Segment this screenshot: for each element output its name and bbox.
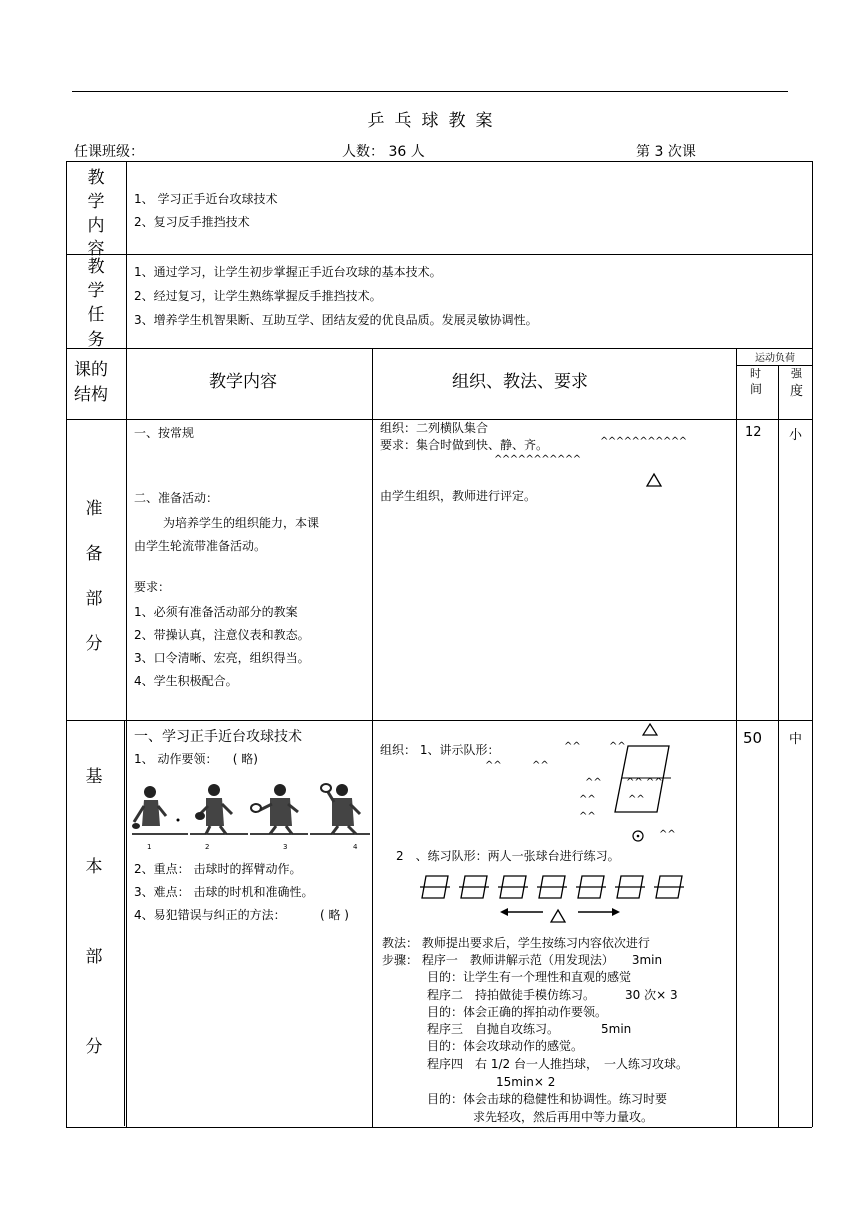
basic-heading: 一、学习正手近台攻球技术 xyxy=(134,729,302,745)
formation-mark: ^^ xyxy=(609,741,626,752)
key-point-line: 3、难点： 击球的时机和准确性。 xyxy=(134,885,314,899)
practice-tables-diagram xyxy=(418,872,693,928)
basic-label-char: 基 xyxy=(85,767,103,787)
prep-content-line: 由学生轮流带准备活动。 xyxy=(134,539,267,553)
formation-mark: ^^ xyxy=(579,811,596,822)
task-label-char: 教 xyxy=(87,257,105,277)
formation-row-2: ^^^^^^^^^^^ xyxy=(494,454,581,465)
lesson-number xyxy=(636,141,696,161)
intensity-header-char: 强 xyxy=(791,367,802,380)
prep-content-line: 2、带操认真，注意仪表和教态。 xyxy=(134,628,310,642)
method-line: 步骤： 程序一 教师讲解示范（用发现法） 3min xyxy=(382,953,663,967)
method-line: 目的：体会击球的稳健性和协调性。练习时要 xyxy=(427,1092,668,1106)
prep-time: 12 xyxy=(745,425,762,440)
row-divider-3 xyxy=(66,419,812,420)
top-rule xyxy=(72,91,788,92)
key-point-line xyxy=(134,908,349,922)
formation-mark: ^^ ^^ xyxy=(626,777,663,788)
load-col-divider xyxy=(778,365,779,1127)
basic-time: 50 xyxy=(743,729,763,747)
prep-content-line: 为培养学生的组织能力，本课 xyxy=(163,516,320,530)
prep-label-char: 备 xyxy=(85,544,103,564)
label-col-divider xyxy=(126,161,127,1127)
key-point-line: 2、重点： 击球时的挥臂动作。 xyxy=(134,862,302,876)
figure-caption: 4 xyxy=(353,843,358,851)
task-label-char: 任 xyxy=(87,305,105,325)
method-line: 程序四 右 1/2 台一人推挡球， 一人练习攻球。 xyxy=(427,1057,688,1071)
method-line: 15min× 2 xyxy=(496,1075,556,1089)
org-col-divider xyxy=(736,348,737,1127)
content-label-char: 教 xyxy=(87,168,105,188)
task-label-char: 学 xyxy=(87,281,105,301)
task-item-2: 2、经过复习，让学生熟练掌握反手推挡技术。 xyxy=(134,289,382,303)
prep-content-line: 4、学生积极配合。 xyxy=(134,674,238,688)
method-line: 程序二 持拍做徒手模仿练习。 30 次× 3 xyxy=(427,988,678,1002)
method-line: 目的：让学生有一个理性和直观的感觉 xyxy=(427,970,632,984)
table-right-border xyxy=(812,161,813,1127)
row-divider-1 xyxy=(66,254,812,255)
table-left-border xyxy=(66,161,67,1127)
prep-content-line: 二、准备活动： xyxy=(134,491,219,505)
prep-content-line: 要求： xyxy=(134,580,171,594)
content-col-divider xyxy=(372,348,373,1127)
task-item-1: 1、通过学习，让学生初步掌握正手近台攻球的基本技术。 xyxy=(134,265,442,279)
prep-label-char: 部 xyxy=(85,589,103,609)
org-demo-line: 组织： 1、讲示队形： xyxy=(380,743,500,757)
org-header: 组织、教法、要求 xyxy=(452,372,588,392)
lesson-num: 3 xyxy=(654,144,664,160)
content-header: 教学内容 xyxy=(209,372,277,392)
figure-caption: 1 xyxy=(147,843,152,851)
table-bottom-border xyxy=(66,1127,812,1128)
prep-org-line: 由学生组织，教师进行评定。 xyxy=(380,489,537,503)
structure-header-line: 课的 xyxy=(74,360,108,380)
essentials-line xyxy=(134,752,258,766)
prep-intensity: 小 xyxy=(789,428,803,443)
method-line: 目的：体会攻球动作的感觉。 xyxy=(427,1039,584,1053)
teacher-triangle-icon xyxy=(645,472,663,488)
content-label-char: 内 xyxy=(87,216,105,236)
structure-header-line: 结构 xyxy=(74,385,108,405)
prep-content-line: 1、必须有准备活动部分的教案 xyxy=(134,605,298,619)
formation-mark: ^^ xyxy=(485,760,502,771)
count-label: 人数： xyxy=(342,144,384,160)
figure-caption: 3 xyxy=(283,843,288,851)
prep-content-line: 一、按常规 xyxy=(134,426,195,440)
basic-label-char: 分 xyxy=(85,1037,103,1057)
basic-label-char: 部 xyxy=(85,947,103,967)
method-line: 求先轻攻，然后再用中等力量攻。 xyxy=(473,1110,654,1124)
lesson-label: 第 xyxy=(636,144,650,160)
essentials-value: ( 略) xyxy=(232,752,258,766)
method-line: 目的：体会正确的挥拍动作要领。 xyxy=(427,1005,608,1019)
count-value: 36 xyxy=(388,144,407,160)
content-sub-border xyxy=(124,720,125,1126)
formation-row-1: ^^^^^^^^^^^ xyxy=(600,436,687,447)
prep-org-line: 组织：二列横队集合 xyxy=(380,421,489,435)
lesson-suffix: 次课 xyxy=(667,144,696,160)
formation-mark: ^^ xyxy=(579,794,596,805)
student-count xyxy=(342,141,425,161)
time-header-char: 间 xyxy=(750,382,763,396)
time-header-char: 时 xyxy=(750,367,761,380)
content-label-char: 容 xyxy=(87,239,105,259)
intensity-header-char: 度 xyxy=(790,384,804,399)
prep-content-line: 3、口令清晰、宏亮，组织得当。 xyxy=(134,651,310,665)
figure-caption: 2 xyxy=(205,843,210,851)
page-title: 乒乓球教案 xyxy=(367,111,503,131)
row-divider-2 xyxy=(66,348,812,349)
count-unit: 人 xyxy=(410,144,425,160)
formation-mark: ^^ xyxy=(532,760,549,771)
row-divider-4 xyxy=(66,720,812,721)
formation-mark: ^^ xyxy=(628,794,645,805)
formation-mark: ^^ xyxy=(585,777,602,788)
method-line: 程序三 自抛自攻练习。 5min xyxy=(427,1022,632,1036)
forehand-stroke-illustration xyxy=(130,770,372,856)
basic-intensity: 中 xyxy=(789,732,803,747)
practice-formation-line: 2 、练习队形：两人一张球台进行练习。 xyxy=(396,849,620,863)
class-label: 任课班级： xyxy=(74,144,144,160)
essentials-label: 1、 动作要领： xyxy=(134,752,218,766)
mistakes-value: ( 略 ) xyxy=(319,908,349,922)
formation-mark: ^^ xyxy=(659,829,676,840)
content-label-char: 学 xyxy=(87,192,105,212)
formation-mark: ^^ xyxy=(564,741,581,752)
prep-org-line: 要求：集合时做到快、静、齐。 xyxy=(380,438,549,452)
content-item-2: 2、复习反手推挡技术 xyxy=(134,215,250,229)
method-line: 教法： 教师提出要求后，学生按练习内容依次进行 xyxy=(382,936,650,950)
prep-label-char: 准 xyxy=(85,499,103,519)
load-header: 运动负荷 xyxy=(755,353,795,364)
mistakes-label: 4、易犯错误与纠正的方法： xyxy=(134,908,286,922)
task-label-char: 务 xyxy=(87,330,105,350)
prep-label-char: 分 xyxy=(85,634,103,654)
basic-label-char: 本 xyxy=(85,857,103,877)
demo-formation-diagram xyxy=(595,720,685,850)
table-top-border xyxy=(66,161,812,162)
task-item-3: 3、增养学生机智果断、互助互学、团结友爱的优良品质。发展灵敏协调性。 xyxy=(134,313,538,327)
content-item-1: 1、 学习正手近台攻球技术 xyxy=(134,192,278,206)
